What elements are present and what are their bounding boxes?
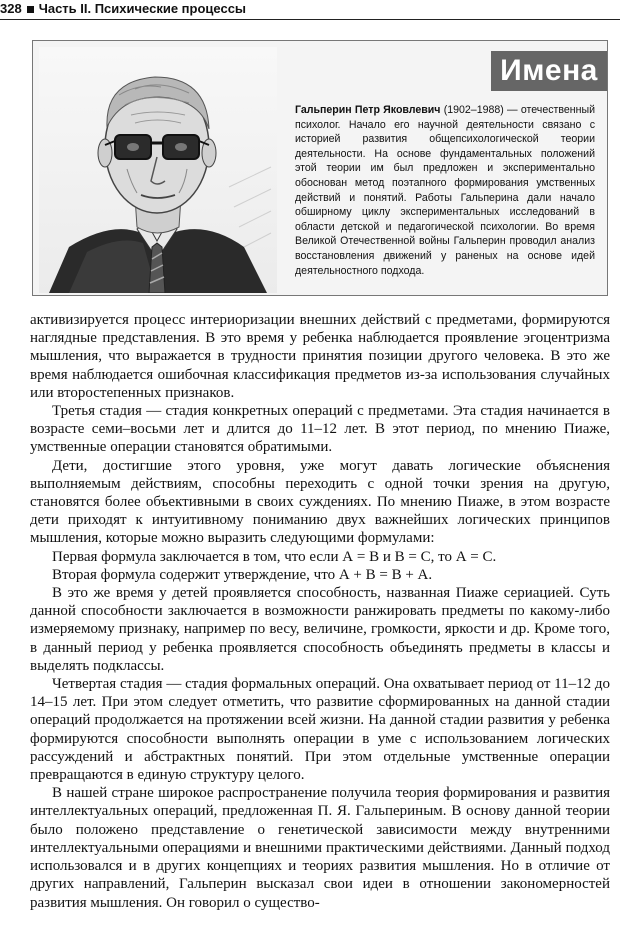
portrait-image bbox=[39, 47, 277, 293]
formula-paragraph: Первая формула заключается в том, что если А = В и В = С, то А = С. bbox=[52, 548, 497, 565]
section-title: Часть II. Психические процессы bbox=[38, 1, 247, 16]
paragraph: активизируется процесс интериоризации внешних действий с предметами, формируются наглядные представления. В это время у ребенка наблюдается проявление эгоцентризма мышления, что выражается в трудности принятия позиции другого человека. В это же время наблюдается ошибочная классификация предметов из-за использования случайных или второстепенных признаков. bbox=[30, 312, 610, 401]
names-badge: Имена bbox=[491, 51, 607, 91]
paragraph: Третья стадия — стадия конкретных операций с предметами. Эта стадия начинается в возрасте семи–восьми лет и длится до 11–12 лет. В этот период, по мнению Пиаже, умственные операции становятся обратимыми. bbox=[30, 403, 610, 456]
page-number: 328 bbox=[0, 1, 22, 16]
paragraph: В нашей стране широкое распространение получила теория формирования и развития интеллектуальных операций, предложенная П. Я. Гальпериным. В основу данной теории было положено представление о генетической зависимости между внутренними интеллектуальными операциями и внешними практическими действиями. Данный подход использовался и в других концепциях и теориях развития мышления. Но в отличие от других направлений, Гальперин высказал свои идеи в отношении закономерностей развития мышления. Он говорил о существо- bbox=[30, 785, 610, 911]
running-header bbox=[0, 0, 620, 20]
header-rule bbox=[0, 19, 620, 20]
formula-paragraph: Вторая формула содержит утверждение, что А + В = В + А. bbox=[52, 566, 433, 583]
bio-body: (1902–1988) — отечественный психолог. Начало его научной деятельности связано с историей развития общепсихологической теории деятельности. На основе фундаментальных положений этой теории им был предложен и экспериментально обоснован метод поэтапного формирования умственных действий и понятий. Работы Гальперина дали начало обширному циклу экспериментальных исследований в области детской и педагогической психологии. Во время Великой Отечественной войны Гальперин проводил анализ восстановления движений у раненых на основе идей деятельностного подхода. bbox=[295, 104, 595, 277]
paragraph: Дети, достигшие этого уровня, уже могут давать логические объяснения выполняемым действиям, способны переходить с одной точки зрения на другую, становятся более объективными в своих суждениях. По мнению Пиаже, в этом возрасте дети приходят к интуитивному пониманию двух важнейших логических принципов мышления, которые можно выразить следующими формулами: bbox=[30, 457, 610, 547]
biography-text bbox=[295, 103, 595, 278]
portrait-drawing bbox=[39, 47, 277, 293]
names-sidebar bbox=[32, 40, 608, 296]
main-text bbox=[30, 311, 610, 912]
paragraph: Четвертая стадия — стадия формальных операций. Она охватывает период от 11–12 до 14–15 лет. При этом следует отметить, что развитие сформированных на данной стадии операций продолжается на протяжении всей жизни. На данной стадии развития у ребенка формируются способности выполнять операции в уме с использованием логических рассуждений и абстрактных понятий. При этом отдельные умственные операции превращаются в единую структуру целого. bbox=[30, 676, 610, 784]
bio-name: Гальперин Петр Яковлевич bbox=[295, 104, 441, 116]
paragraph: В это же время у детей проявляется способность, названная Пиаже сериацией. Суть данной способности заключается в возможности ранжировать предметы по какому-либо измеряемому признаку, например по весу, величине, громкости, яркости и др. Кроме того, в данный период у ребенка проявляется способность объединять предметы в классы и выделять подклассы. bbox=[30, 585, 610, 674]
bullet-square-icon bbox=[27, 6, 34, 13]
